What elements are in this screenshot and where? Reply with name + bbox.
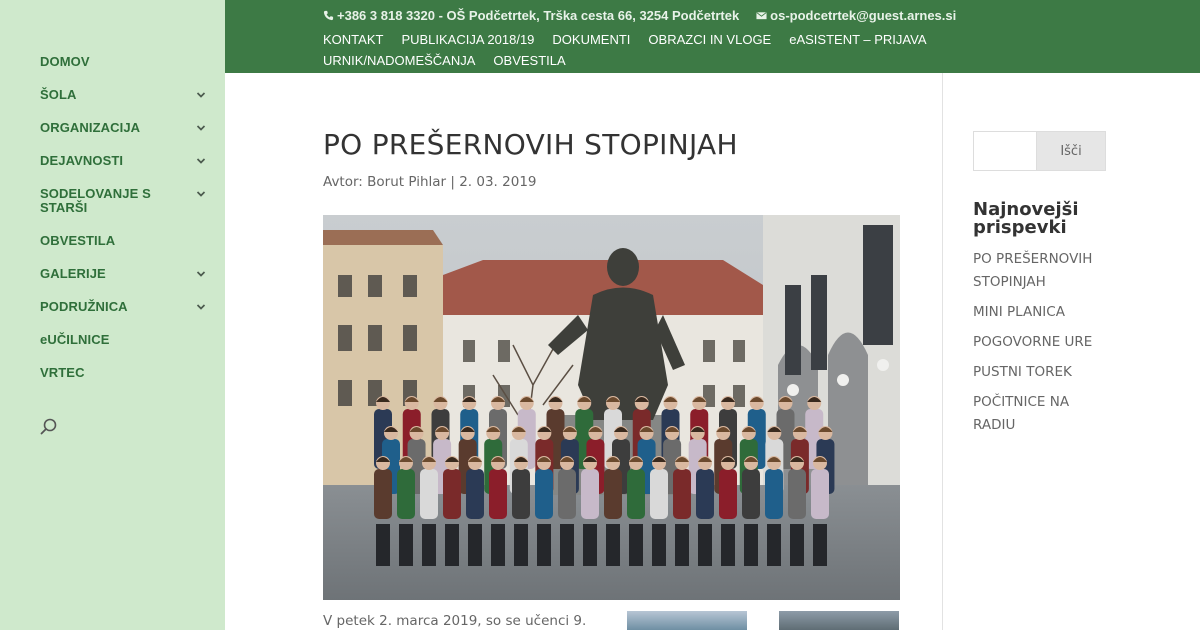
- search-input[interactable]: [973, 131, 1036, 171]
- search-icon[interactable]: [40, 418, 58, 436]
- nav-link[interactable]: KONTAKT: [323, 32, 384, 47]
- sidebar-item[interactable]: [40, 267, 210, 281]
- chevron-down-icon[interactable]: [195, 301, 207, 313]
- sidebar-item-label[interactable]: PODRUŽNICA: [40, 299, 128, 314]
- sidebar-item-label[interactable]: ORGANIZACIJA: [40, 120, 141, 135]
- recent-post-link[interactable]: MINI PLANICA: [973, 304, 1065, 320]
- phone-icon: [323, 10, 334, 21]
- sidebar-item-label[interactable]: OBVESTILA: [40, 233, 116, 248]
- gallery-thumbnail[interactable]: [779, 611, 899, 630]
- nav-link[interactable]: OBVESTILA: [493, 53, 566, 68]
- sidebar-item[interactable]: [40, 121, 210, 135]
- nav-link[interactable]: PUBLIKACIJA 2018/19: [401, 32, 535, 47]
- email-info[interactable]: [756, 8, 956, 23]
- search-button[interactable]: Išči: [1036, 131, 1106, 171]
- gallery-thumbnail[interactable]: [627, 611, 747, 630]
- chevron-down-icon[interactable]: [195, 268, 207, 280]
- nav-link[interactable]: URNIK/NADOMEŠČANJA: [323, 53, 476, 68]
- top-header: [225, 0, 1200, 73]
- sidebar-item[interactable]: [40, 300, 210, 314]
- sidebar-item-label[interactable]: VRTEC: [40, 365, 85, 380]
- post-meta: Avtor: Borut Pihlar | 2. 03. 2019: [323, 174, 537, 190]
- chevron-down-icon[interactable]: [195, 122, 207, 134]
- chevron-down-icon[interactable]: [195, 89, 207, 101]
- sidebar-item[interactable]: [40, 187, 210, 215]
- group-photo: [323, 215, 900, 600]
- recent-posts-title: Najnovejši prispevki: [973, 199, 1079, 238]
- phone-text: +386 3 818 3320 - OŠ Podčetrtek, Trška cesta 66, 3254 Podčetrtek: [337, 8, 740, 23]
- nav-link[interactable]: DOKUMENTI: [552, 32, 631, 47]
- sidebar-menu: [40, 55, 210, 399]
- nav-link[interactable]: eASISTENT – PRIJAVA: [789, 32, 927, 47]
- recent-post-link[interactable]: PO PREŠERNOVIH STOPINJAH: [973, 251, 1093, 290]
- sidebar-item[interactable]: [40, 55, 210, 69]
- sidebar-item-label[interactable]: DEJAVNOSTI: [40, 153, 124, 168]
- search-form: [973, 131, 1106, 171]
- recent-posts-list: [973, 248, 1108, 444]
- sidebar-item-label[interactable]: SODELOVANJE S STARŠI: [40, 186, 151, 215]
- post-excerpt: V petek 2. marca 2019, so se učenci 9.: [323, 613, 587, 629]
- sidebar-item[interactable]: [40, 234, 210, 248]
- envelope-icon: [756, 10, 767, 21]
- nav-link[interactable]: OBRAZCI IN VLOGE: [648, 32, 772, 47]
- phone-info: [323, 8, 739, 23]
- sidebar-item[interactable]: [40, 88, 210, 102]
- recent-post-link[interactable]: PUSTNI TOREK: [973, 364, 1072, 380]
- top-navigation: [323, 29, 1063, 71]
- sidebar-item[interactable]: [40, 366, 210, 380]
- email-link[interactable]: os-podcetrtek@guest.arnes.si: [770, 8, 957, 23]
- sidebar-item-label[interactable]: ŠOLA: [40, 87, 77, 102]
- post-title: PO PREŠERNOVIH STOPINJAH: [323, 128, 738, 161]
- chevron-down-icon[interactable]: [195, 155, 207, 167]
- sidebar-item-label[interactable]: DOMOV: [40, 54, 90, 69]
- left-sidebar: [0, 0, 225, 630]
- contact-info: [323, 8, 973, 23]
- sidebar-item[interactable]: [40, 154, 210, 168]
- recent-post-link[interactable]: POGOVORNE URE: [973, 334, 1093, 350]
- recent-post-link[interactable]: POČITNICE NA RADIU: [973, 394, 1070, 433]
- sidebar-item-label[interactable]: eUČILNICE: [40, 332, 110, 347]
- post-featured-image[interactable]: [323, 215, 900, 600]
- content-divider: [942, 73, 943, 630]
- chevron-down-icon[interactable]: [195, 188, 207, 200]
- sidebar-item-label[interactable]: GALERIJE: [40, 266, 106, 281]
- sidebar-item[interactable]: [40, 333, 210, 347]
